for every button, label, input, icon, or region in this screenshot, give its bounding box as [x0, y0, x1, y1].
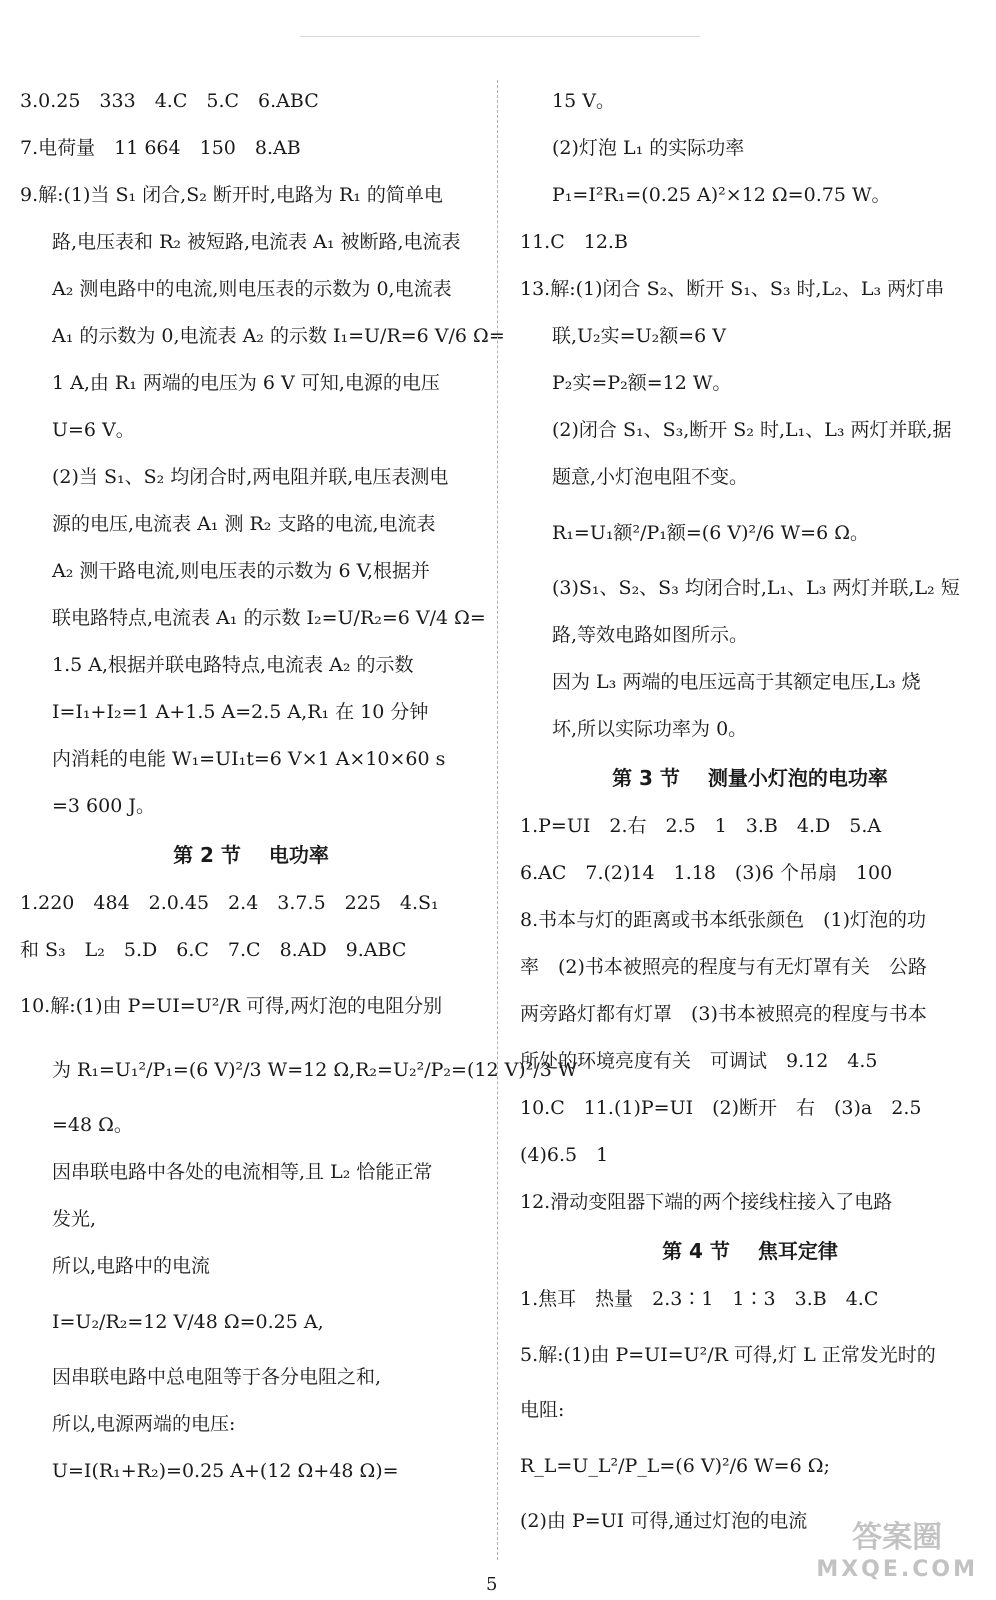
- watermark-bottom: MXQE.COM: [816, 1557, 978, 1582]
- answer-line: 12.滑动变阻器下端的两个接线柱接入了电路: [520, 1191, 893, 1213]
- section-title: [20, 830, 482, 880]
- answer-line: (2)灯泡 L₁ 的实际功率: [552, 137, 745, 159]
- answer-line: 电阻:: [520, 1399, 565, 1421]
- answer-line: 所以,电源两端的电压:: [52, 1413, 236, 1435]
- watermark-top: 答案圈: [852, 1520, 943, 1555]
- answer-line: 1.220 484 2.0.45 2.4 3.7.5 225 4.S₁: [20, 892, 439, 914]
- section-number: 第 4 节: [662, 1239, 730, 1263]
- answer-line: 发光,: [52, 1208, 97, 1230]
- answer-line: =3 600 J。: [52, 795, 155, 817]
- section-name: 电功率: [268, 843, 329, 867]
- answer-line: U=6 V。: [52, 419, 135, 441]
- answer-line: 13.解:(1)闭合 S₂、断开 S₁、S₃ 时,L₂、L₃ 两灯串: [520, 278, 945, 300]
- answer-line: 10.C 11.(1)P=UI (2)断开 右 (3)a 2.5: [520, 1097, 922, 1119]
- answer-line: 7.电荷量 11 664 150 8.AB: [20, 137, 301, 159]
- answer-line: 因为 L₃ 两端的电压远高于其额定电压,L₃ 烧: [552, 671, 921, 693]
- answer-line: 内消耗的电能 W₁=UI₁t=6 V×1 A×10×60 s: [52, 748, 446, 770]
- answer-line: 率 (2)书本被照亮的程度与有无灯罩有关 公路: [520, 956, 927, 978]
- answer-line: 所处的环境亮度有关 可调试 9.12 4.5: [520, 1050, 878, 1072]
- answer-line: R_L=U_L²/P_L=(6 V)²/6 W=6 Ω;: [520, 1455, 830, 1477]
- answer-line: 路,电压表和 R₂ 被短路,电流表 A₁ 被断路,电流表: [52, 231, 461, 253]
- section-title: [520, 1226, 980, 1276]
- answer-line: A₂ 测干路电流,则电压表的示数为 6 V,根据并: [52, 560, 431, 582]
- answer-line: 为 R₁=U₁²/P₁=(6 V)²/3 W=12 Ω,R₂=U₂²/P₂=(12 V)²/3 W: [52, 1059, 578, 1081]
- answer-line: U=I(R₁+R₂)=0.25 A+(12 Ω+48 Ω)=: [52, 1460, 399, 1482]
- section-title: [520, 753, 980, 803]
- answer-line: 因串联电路中各处的电流相等,且 L₂ 恰能正常: [52, 1161, 433, 1183]
- answer-line: P₁=I²R₁=(0.25 A)²×12 Ω=0.75 W。: [552, 184, 891, 206]
- answer-line: 1.焦耳 热量 2.3∶1 1∶3 3.B 4.C: [520, 1288, 879, 1310]
- answer-line: 8.书本与灯的距离或书本纸张颜色 (1)灯泡的功: [520, 909, 927, 931]
- answer-line: 和 S₃ L₂ 5.D 6.C 7.C 8.AD 9.ABC: [20, 939, 407, 961]
- section-name: 焦耳定律: [757, 1239, 838, 1263]
- answer-line: (2)闭合 S₁、S₃,断开 S₂ 时,L₁、L₃ 两灯并联,据: [552, 419, 952, 441]
- answer-line: 两旁路灯都有灯罩 (3)书本被照亮的程度与书本: [520, 1003, 927, 1025]
- answer-line: R₁=U₁额²/P₁额=(6 V)²/6 W=6 Ω。: [552, 522, 869, 544]
- answer-line: I=I₁+I₂=1 A+1.5 A=2.5 A,R₁ 在 10 分钟: [52, 701, 429, 723]
- answer-line: 联,U₂实=U₂额=6 V: [552, 325, 726, 347]
- answer-line: 5.解:(1)由 P=UI=U²/R 可得,灯 L 正常发光时的: [520, 1344, 936, 1366]
- section-number: 第 3 节: [612, 766, 680, 790]
- watermark-logo: [816, 1522, 978, 1586]
- answer-line: 路,等效电路如图所示。: [552, 624, 749, 646]
- answer-line: =48 Ω。: [52, 1114, 133, 1136]
- answer-line: 1 A,由 R₁ 两端的电压为 6 V 可知,电源的电压: [52, 372, 440, 394]
- answer-line: (3)S₁、S₂、S₃ 均闭合时,L₁、L₃ 两灯并联,L₂ 短: [552, 577, 960, 599]
- answer-line: (4)6.5 1: [520, 1144, 609, 1166]
- answer-line: 6.AC 7.(2)14 1.18 (3)6 个吊扇 100: [520, 862, 893, 884]
- answer-line: 联电路特点,电流表 A₁ 的示数 I₂=U/R₂=6 V/4 Ω=: [52, 607, 486, 629]
- answer-line: 10.解:(1)由 P=UI=U²/R 可得,两灯泡的电阻分别: [20, 995, 443, 1017]
- answer-line: (2)当 S₁、S₂ 均闭合时,两电阻并联,电压表测电: [52, 466, 449, 488]
- answer-line: (2)由 P=UI 可得,通过灯泡的电流: [520, 1510, 808, 1532]
- answer-line: 题意,小灯泡电阻不变。: [552, 466, 749, 488]
- answer-line: 11.C 12.B: [520, 231, 628, 253]
- answer-line: 15 V。: [552, 90, 615, 112]
- answer-line: P₂实=P₂额=12 W。: [552, 372, 732, 394]
- answer-line: 所以,电路中的电流: [52, 1255, 211, 1277]
- right-column: [520, 78, 980, 1545]
- answer-line: 因串联电路中总电阻等于各分电阻之和,: [52, 1366, 382, 1388]
- top-rule: [300, 36, 700, 37]
- answer-line: 坏,所以实际功率为 0。: [552, 718, 748, 740]
- answer-line: A₂ 测电路中的电流,则电压表的示数为 0,电流表: [52, 278, 452, 300]
- answer-line: I=U₂/R₂=12 V/48 Ω=0.25 A,: [52, 1311, 324, 1333]
- answer-line: 1.P=UI 2.右 2.5 1 3.B 4.D 5.A: [520, 815, 882, 837]
- answer-line: A₁ 的示数为 0,电流表 A₂ 的示数 I₁=U/R=6 V/6 Ω=: [52, 325, 505, 347]
- column-divider: [497, 80, 498, 1560]
- answer-line: 源的电压,电流表 A₁ 测 R₂ 支路的电流,电流表: [52, 513, 436, 535]
- answer-line: 3.0.25 333 4.C 5.C 6.ABC: [20, 90, 319, 112]
- answer-line: 9.解:(1)当 S₁ 闭合,S₂ 断开时,电路为 R₁ 的简单电: [20, 184, 443, 206]
- answer-line: 1.5 A,根据并联电路特点,电流表 A₂ 的示数: [52, 654, 414, 676]
- page-number: 5: [486, 1574, 498, 1595]
- section-name: 测量小灯泡的电功率: [707, 766, 888, 790]
- section-number: 第 2 节: [173, 843, 241, 867]
